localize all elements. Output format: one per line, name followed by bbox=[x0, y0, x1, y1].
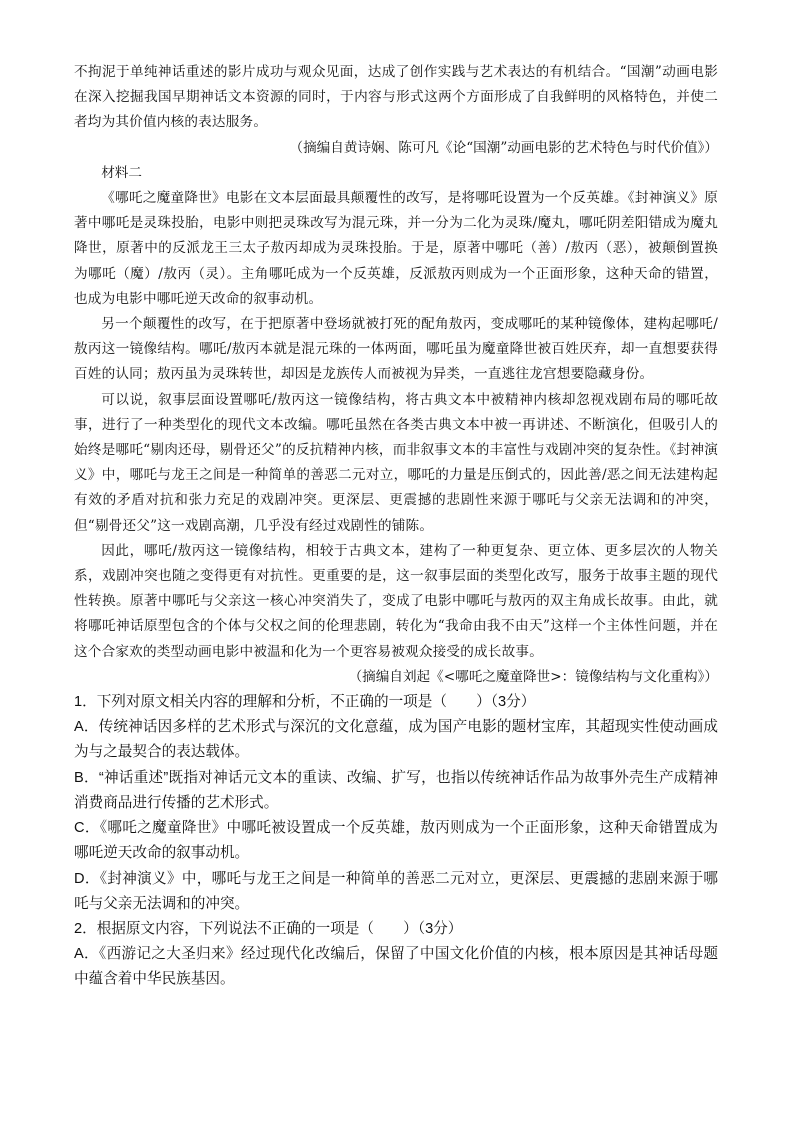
question-2-option-a: A．《西游记之大圣归来》经过现代化改编后，保留了中国文化价值的内核，根本原因是其神话母题中蕴含着中华民族基因。 bbox=[74, 946, 718, 988]
question-1-option-a: A．传统神话因多样的艺术形式与深沉的文化意蕴，成为国产电影的题材宝库，其超现实性使动画成为与之最契合的表达载体。 bbox=[74, 719, 718, 761]
material2-source: （摘编自刘起《<哪吒之魔童降世>：镜像结构与文化重构》） bbox=[348, 668, 718, 685]
material1-source: （摘编自黄诗娴、陈可凡《论“国潮”动画电影的艺术特色与时代价值》） bbox=[289, 139, 718, 156]
question-1-option-b: B．“神话重述”既指对神话元文本的重读、改编、扩写，也指以传统神话作品为故事外壳生产成精神消费商品进行传播的艺术形式。 bbox=[74, 769, 718, 811]
material2-paragraph-2: 另一个颠覆性的改写，在于把原著中登场就被打死的配角敖丙，变成哪吒的某种镜像体，建构起哪吒/敖丙这一镜像结构。哪吒/敖丙本就是混元珠的一体两面，哪吒虽为魔童降世被百姓厌弃，却一直想要获得百姓的认同；敖丙虽为灵珠转世，却因是龙族传人而被视为异类，一直逃往龙宫想要隐藏身份。 bbox=[74, 316, 718, 383]
material2-paragraph-4: 因此，哪吒/敖丙这一镜像结构，相较于古典文本，建构了一种更复杂、更立体、更多层次的人物关系，戏剧冲突也随之变得更有对抗性。更重要的是，这一叙事层面的类型化改写，服务于故事主题的现代性转换。原著中哪吒与父亲这一核心冲突消失了，变成了电影中哪吒与敖丙的双主角成长故事。由此，就将哪吒神话原型包含的个体与父权之间的伦理悲剧，转化为“我命由我不由天”这样一个主体性问题，并在这个合家欢的类型动画电影中被温和化为一个更容易被观众接受的成长故事。 bbox=[74, 542, 718, 660]
question-1-option-d: D．《封神演义》中，哪吒与龙王之间是一种简单的善恶二元对立，更深层、更震撼的悲剧来源于哪吒与父亲无法调和的冲突。 bbox=[74, 870, 718, 912]
question-2-stem: 2．根据原文内容，下列说法不正确的一项是（ ）（3分） bbox=[74, 920, 463, 937]
page-content bbox=[74, 60, 718, 993]
material2-label: 材料二 bbox=[101, 164, 142, 181]
question-1-option-c: C．《哪吒之魔童降世》中哪吒被设置成一个反英雄，敖丙则成为一个正面形象，这种天命错置成为哪吒逆天改命的叙事动机。 bbox=[74, 820, 718, 862]
material2-paragraph-1: 《哪吒之魔童降世》电影在文本层面最具颠覆性的改写，是将哪吒设置为一个反英雄。《封神演义》原著中哪吒是灵珠投胎，电影中则把灵珠改写为混元珠，并一分为二化为灵珠/魔丸，哪吒阴差阳错成为魔丸降世，原著中的反派龙王三太子敖丙却成为灵珠投胎。于是，原著中哪吒（善）/敖丙（恶），被颠倒置换为哪吒（魔）/敖丙（灵）。主角哪吒成为一个反英雄，反派敖丙则成为一个正面形象，这种天命的错置，也成为电影中哪吒逆天改命的叙事动机。 bbox=[74, 190, 718, 307]
material2-paragraph-3: 可以说，叙事层面设置哪吒/敖丙这一镜像结构，将古典文本中被精神内核却忽视戏剧布局的哪吒故事，进行了一种类型化的现代文本改编。哪吒虽然在各类古典文本中被一再讲述、不断演化，但吸引人的始终是哪吒“剔肉还母，剔骨还父”的反抗精神内核，而非叙事文本的丰富性与戏剧冲突的复杂性。《封神演义》中，哪吒与龙王之间是一种简单的善恶二元对立，哪吒的力量是压倒式的，因此善/恶之间无法建构起有效的矛盾对抗和张力充足的戏剧冲突。更深层、更震撼的悲剧性来源于哪吒与父亲无法调和的冲突，但“剔骨还父”这一戏剧高潮，几乎没有经过戏剧性的铺陈。 bbox=[74, 391, 718, 534]
question-1-stem: 1．下列对原文相关内容的理解和分析，不正确的一项是（ ）（3分） bbox=[74, 694, 536, 711]
material1-tail-paragraph: 不拘泥于单纯神话重述的影片成功与观众见面，达成了创作实践与艺术表达的有机结合。“国潮”动画电影在深入挖掘我国早期神话文本资源的同时，于内容与形式这两个方面形成了自我鲜明的风格特色，并使二者均为其价值内核的表达服务。 bbox=[74, 64, 718, 131]
